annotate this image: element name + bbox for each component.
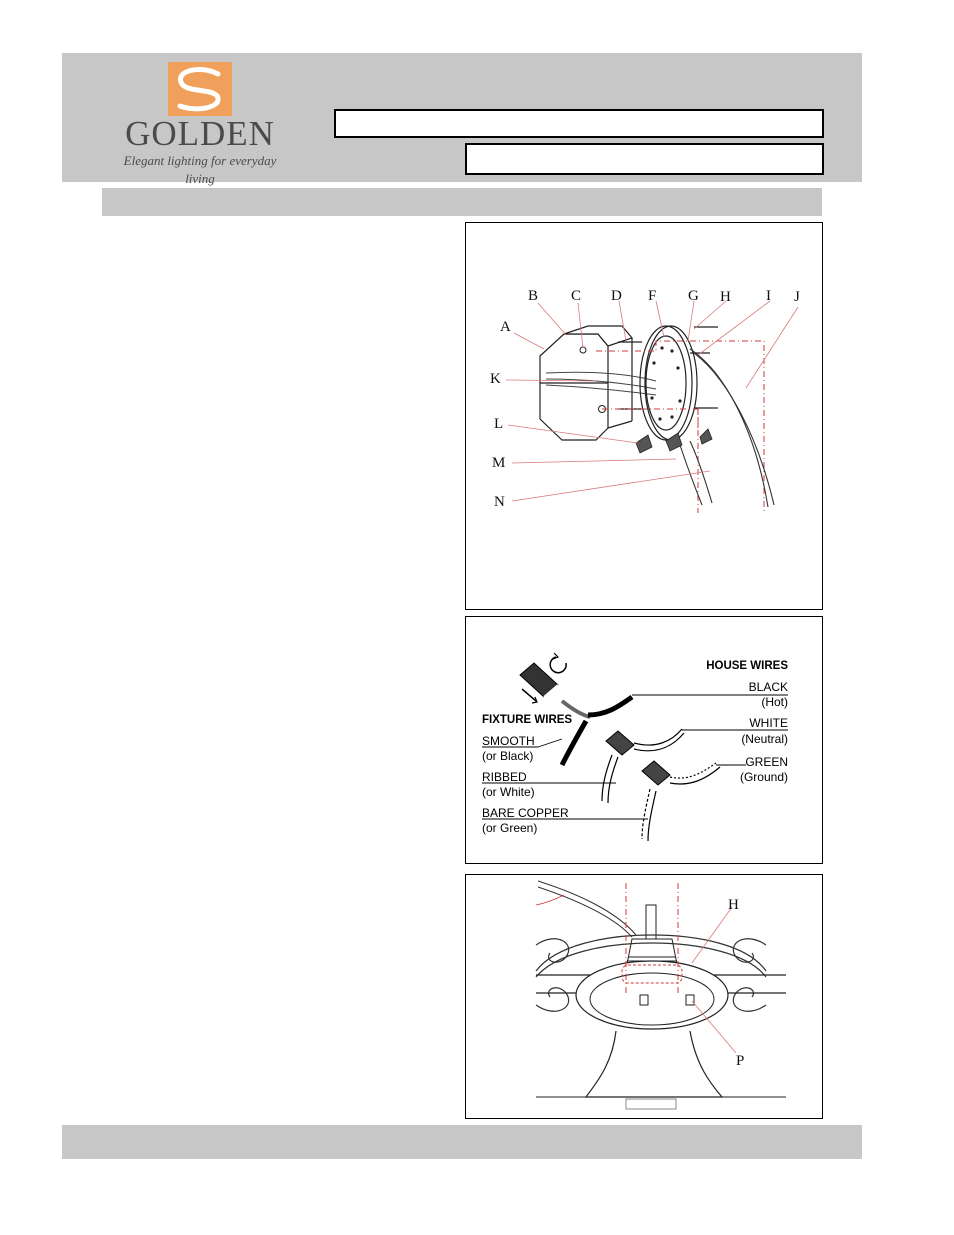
callout-h: H [720,289,731,305]
callout-g: G [688,288,699,304]
title-box [334,109,824,138]
house-wire-black: BLACK [748,680,788,694]
callout-f: F [648,288,657,304]
fixture-wires-heading: FIXTURE WIRES [482,714,573,726]
callout-b: B [528,288,539,304]
callout-i: I [766,288,771,304]
house-wire-green: GREEN [745,755,788,769]
fixture-wire-ribbed: RIBBED [482,770,527,784]
fixture-wire-copper: BARE COPPER [482,806,569,820]
callout-c: C [571,288,582,304]
subtitle-box [465,143,824,175]
logo-wordmark: GOLDEN [125,114,275,153]
callout-n: N [494,494,505,510]
callout-l: L [494,416,504,432]
house-wires-heading: HOUSE WIRES [706,660,788,672]
callout-j: J [794,289,800,305]
house-wire-black-note: (Hot) [761,695,788,709]
logo-icon [168,62,232,116]
house-wire-white-note: (Neutral) [741,732,788,746]
wire-nut-icon [520,653,566,703]
fixture-wire-ribbed-note: (or White) [482,785,535,799]
logo-tagline: Elegant lighting for everyday living [123,153,277,186]
fixture-wire-copper-note: (or Green) [482,821,538,835]
house-wire-green-note: (Ground) [739,770,788,784]
canopy-diagram-panel [465,874,823,1119]
mounting-diagram [466,223,822,609]
callout-m: M [492,455,506,471]
mounting-diagram-panel [465,222,823,610]
fixture-wire-smooth-note: (or Black) [482,749,534,763]
callout-d: D [611,288,622,304]
logo-swoosh-icon [168,62,232,116]
wiring-diagram [466,617,822,863]
callout-p: P [736,1053,745,1069]
fixture-wire-smooth: SMOOTH [482,734,535,748]
section-bar [102,188,822,216]
wiring-diagram-panel [465,616,823,864]
callout-h: H [728,897,739,913]
callout-a: A [500,319,511,335]
footer-band [62,1125,862,1159]
canopy-diagram [466,875,822,1118]
callout-k: K [490,371,501,387]
house-wire-white: WHITE [749,716,788,730]
